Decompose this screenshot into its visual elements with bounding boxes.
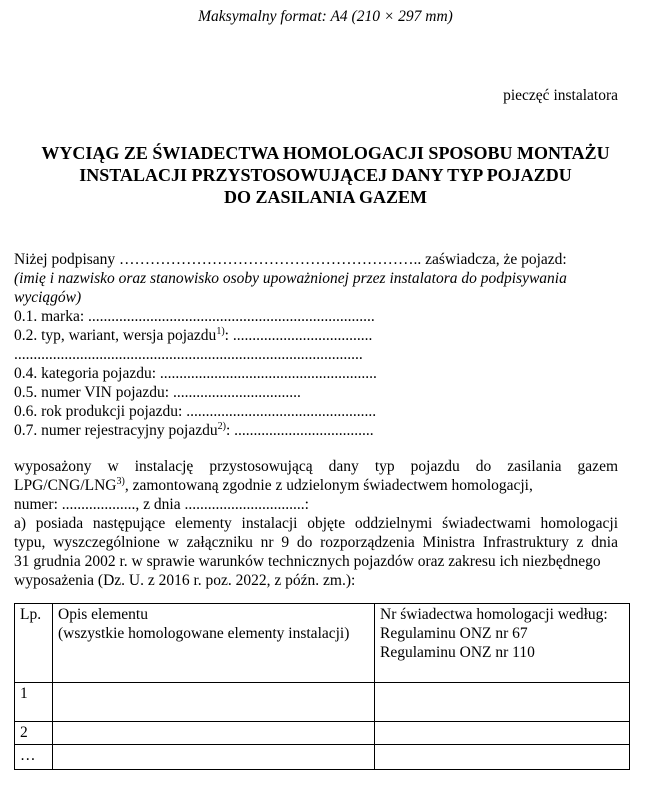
field-registration-label: 0.7. numer rejestracyjny pojazdu <box>14 422 218 439</box>
declaration-section <box>14 250 618 440</box>
field-category: 0.4. kategoria pojazdu: ........................................................ <box>14 365 377 382</box>
table-row <box>15 722 630 745</box>
row-number: … <box>15 745 53 770</box>
format-note: Maksymalny format: A4 (210 × 297 mm) <box>198 8 453 25</box>
field-production-year: 0.6. rok produkcji pojazdu: ................................................. <box>14 403 377 420</box>
field-type-variant-continuation: .......................................................................................... <box>14 346 363 363</box>
equipment-line-1: wyposażony w instalację przystosowującą dany typ pojazdu do zasilania gazem <box>14 458 618 475</box>
footnote-ref-1: 1) <box>216 325 225 337</box>
field-registration-dots: : .................................... <box>225 422 374 439</box>
point-a-line-1: a) posiada następujące elementy instalacji objęte oddzielnymi świadectwami homologacji <box>14 515 618 532</box>
title-line-2: INSTALACJI PRZYSTOSOWUJĄCEJ DANY TYP POJAZDU <box>79 165 572 185</box>
header-certificate <box>375 604 630 683</box>
field-registration-number <box>14 421 618 440</box>
row-number: 2 <box>15 722 53 745</box>
header-description-line-2: (wszystkie homologowane elementy instalacji) <box>58 625 350 642</box>
gas-types: LPG/CNG/LNG <box>14 477 117 494</box>
description-cell[interactable] <box>53 683 375 722</box>
header-description <box>53 604 375 683</box>
declaration-note-line-1: (imię i nazwisko oraz stanowisko osoby upoważnionej przez instalatora do podpisywania <box>14 270 567 287</box>
declaration-note-line-2: wyciągów) <box>14 289 82 306</box>
field-brand: 0.1. marka: .......................................................................... <box>14 308 375 325</box>
field-type-variant <box>14 326 618 345</box>
table-row <box>15 683 630 722</box>
certificate-cell[interactable] <box>375 683 630 722</box>
header-lp: Lp. <box>15 604 53 683</box>
header-certificate-line-3: Regulaminu ONZ nr 110 <box>380 644 535 661</box>
footnote-ref-3: 3) <box>116 475 125 487</box>
description-cell[interactable] <box>53 722 375 745</box>
header-certificate-line-1: Nr świadectwa homologacji według: <box>380 606 608 623</box>
equipment-section <box>14 457 618 590</box>
elements-table <box>14 603 630 770</box>
header-description-line-1: Opis elementu <box>58 606 148 623</box>
table-row <box>15 745 630 770</box>
point-a-line-4: wyposażenia (Dz. U. z 2016 r. poz. 2022, z późn. zm.): <box>14 572 356 589</box>
row-number: 1 <box>15 683 53 722</box>
table-header-row <box>15 604 630 683</box>
point-a-line-3: 31 grudnia 2002 r. w sprawie warunków technicznych pojazdów oraz zakresu ich niezbędnego <box>14 553 601 570</box>
equipment-line-2 <box>14 476 618 495</box>
installer-stamp-label: pieczęć instalatora <box>503 87 618 104</box>
field-type-variant-label: 0.2. typ, wariant, wersja pojazdu <box>14 327 217 344</box>
document-title <box>0 142 651 208</box>
title-line-3: DO ZASILANIA GAZEM <box>223 187 428 207</box>
certificate-cell[interactable] <box>375 745 630 770</box>
declaration-line: Niżej podpisany ………………………………………………….. zaświadcza, że pojazd: <box>14 251 567 268</box>
certificate-number-date: numer: ..................., z dnia ...............................: <box>14 496 309 513</box>
footnote-ref-2: 2) <box>217 420 226 432</box>
description-cell[interactable] <box>53 745 375 770</box>
title-line-1: WYCIĄG ZE ŚWIADECTWA HOMOLOGACJI SPOSOBU MONTAŻU <box>41 143 610 163</box>
equipment-line-2-rest: , zamontowaną zgodnie z udzielonym świadectwem homologacji, <box>124 477 533 494</box>
point-a-line-2: typu, wyszczególnione w załączniku nr 9 do rozporządzenia Ministra Infrastruktury z dnia <box>14 534 618 551</box>
certificate-cell[interactable] <box>375 722 630 745</box>
header-certificate-line-2: Regulaminu ONZ nr 67 <box>380 625 528 642</box>
field-vin: 0.5. numer VIN pojazdu: ................................. <box>14 384 301 401</box>
field-type-variant-dots: : .................................... <box>224 327 373 344</box>
